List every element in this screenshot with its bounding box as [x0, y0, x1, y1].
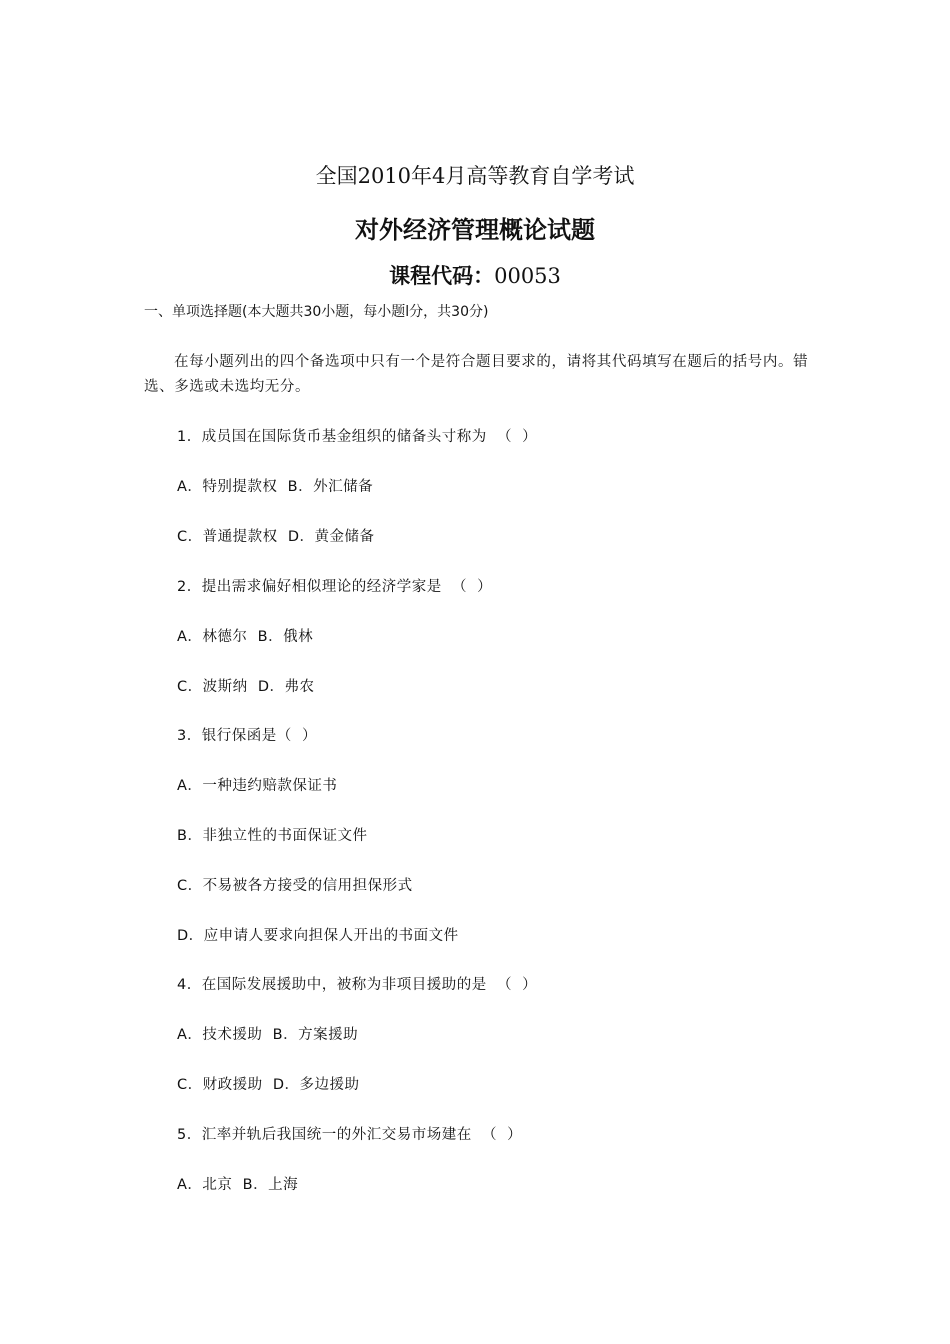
course-code-value: 00053	[494, 264, 561, 288]
q3-option-c: C．不易被各方接受的信用担保形式	[177, 878, 413, 894]
exam-title: 全国2010年4月高等教育自学考试	[315, 164, 635, 188]
question-4: 4．在国际发展援助中，被称为非项目援助的是 （ ）	[177, 977, 538, 993]
q3-option-a: A．一种违约赔款保证书	[177, 778, 338, 794]
q5-options-ab: A．北京 B．上海	[177, 1177, 299, 1193]
q1-options-cd: C．普通提款权 D．黄金储备	[177, 529, 375, 545]
q4-options-cd: C．财政援助 D．多边援助	[177, 1077, 360, 1093]
q1-options-ab: A．特别提款权 B．外汇储备	[177, 479, 374, 495]
course-code-line	[0, 260, 950, 290]
q3-option-d: D．应申请人要求向担保人开出的书面文件	[177, 928, 459, 944]
question-2: 2．提出需求偏好相似理论的经济学家是 （ ）	[177, 579, 493, 595]
subject-title: 对外经济管理概论试题	[355, 216, 595, 244]
section-instructions: 在每小题列出的四个备选项中只有一个是符合题目要求的，请将其代码填写在题后的括号内。错选、多选或未选均无分。	[144, 354, 809, 395]
q2-options-cd: C．波斯纳 D．弗农	[177, 679, 315, 695]
q2-options-ab: A．林德尔 B．俄林	[177, 629, 314, 645]
q4-options-ab: A．技术援助 B．方案援助	[177, 1027, 359, 1043]
course-code-label: 课程代码：	[389, 264, 495, 288]
question-3: 3．银行保函是（ ）	[177, 728, 317, 744]
question-5: 5．汇率并轨后我国统一的外汇交易市场建在 （ ）	[177, 1127, 523, 1143]
section-heading: 一、单项选择题(本大题共30小题，每小题l分，共30分)	[144, 304, 489, 320]
q3-option-b: B．非独立性的书面保证文件	[177, 828, 368, 844]
question-1: 1．成员国在国际货币基金组织的储备头寸称为 （ ）	[177, 429, 538, 445]
